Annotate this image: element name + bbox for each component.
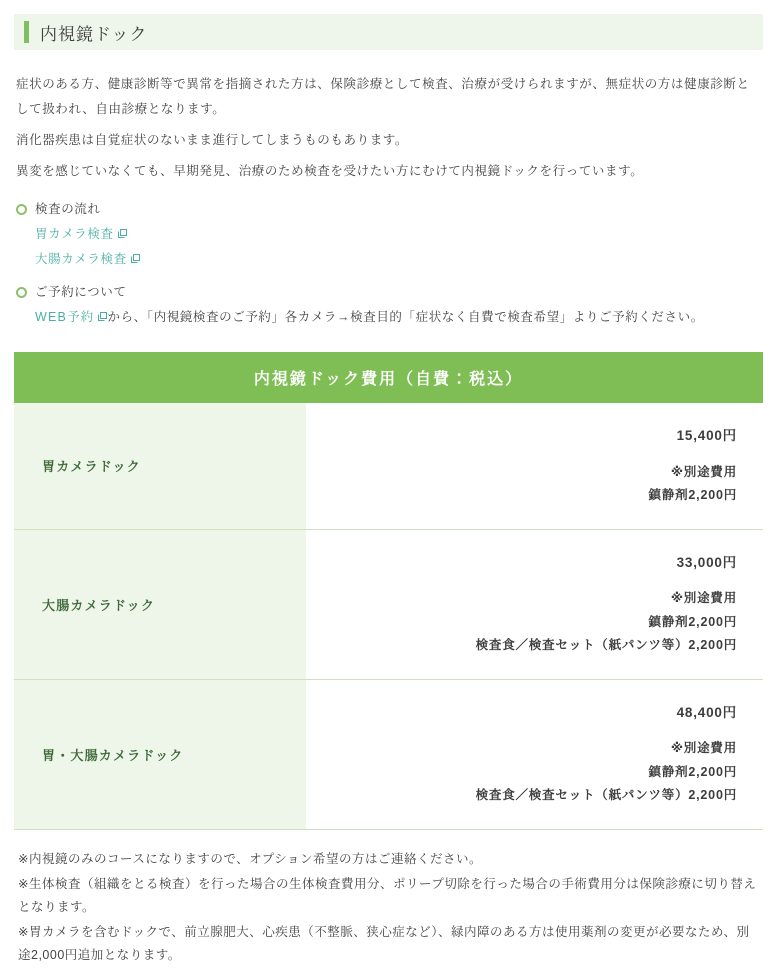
external-link-icon	[118, 229, 127, 238]
fee-name-gastro: 胃カメラドック	[14, 403, 306, 529]
footnote-item: ※胃カメラを含むドックで、前立腺肥大、心疾患（不整脈、狭心症など）、緑内障のある方は使用薬剤の変更が必要なため、別途2,000円追加となります。	[18, 925, 750, 963]
fee-table	[14, 352, 763, 830]
bullet-title: ご予約について	[35, 284, 127, 299]
fee-name-colono: 大腸カメラドック	[14, 529, 306, 679]
spacer	[318, 573, 737, 587]
reservation-row	[35, 306, 761, 329]
fee-price: 15,400円	[676, 428, 737, 443]
bullet-body	[35, 200, 761, 269]
fee-name-gastro-colono: 胃・大腸カメラドック	[14, 679, 306, 829]
fee-note: 鎮静剤2,200円	[648, 764, 737, 779]
footnote-list	[14, 848, 763, 968]
link-row-gastro	[35, 224, 761, 244]
fee-detail-gastro	[306, 403, 763, 529]
footnote-item: ※生体検査（組織をとる検査）を行った場合の生体検査費用分、ポリープ切除を行った場合の手術費用分は保険診療に切り替えとなります。	[18, 876, 757, 915]
link-gastroscopy[interactable]	[35, 227, 114, 241]
bullet-body	[35, 283, 761, 328]
accent-bar	[24, 21, 29, 43]
table-row	[14, 403, 763, 529]
bullet-item-exam-flow	[16, 200, 761, 269]
fee-detail-colono	[306, 529, 763, 679]
table-row	[14, 529, 763, 679]
link-web-reservation-label: WEB予約	[35, 309, 95, 324]
fee-note: ※別途費用	[670, 464, 737, 479]
link-row-colono	[35, 249, 761, 269]
external-link-icon	[98, 312, 107, 321]
circle-bullet-icon	[16, 204, 27, 215]
footnote-item: ※内視鏡のみのコースになりますので、オプション希望の方はご連絡ください。	[18, 851, 482, 866]
spacer	[318, 723, 737, 737]
bullet-title: 検査の流れ	[35, 202, 101, 216]
intro-paragraph-3: 異変を感じていなくても、早期発見、治療のため検査を受けたい方にむけて内視鏡ドックを行っています。	[16, 164, 644, 178]
circle-bullet-icon	[16, 287, 27, 298]
reservation-text: から、「内視鏡検査のご予約」各カメラ→検査目的「症状なく自費で検査希望」よりご予約ください。	[107, 309, 704, 324]
bullet-item-reservation	[16, 283, 761, 328]
page-title-bar	[14, 14, 763, 50]
bullet-list	[14, 200, 763, 328]
page-title: 内視鏡ドック	[40, 24, 148, 44]
spacer	[318, 447, 737, 461]
link-colonoscopy[interactable]	[35, 252, 127, 266]
intro-paragraph-1: 症状のある方、健康診断等で異常を指摘された方は、保険診療として検査、治療が受けられますが、無症状の方は健康診断として扱われ、自由診療となります。	[16, 77, 750, 116]
fee-table-caption: 内視鏡ドック費用（自費：税込）	[14, 352, 763, 403]
fee-detail-gastro-colono	[306, 679, 763, 829]
intro-paragraph-2: 消化器疾患は自覚症状のないまま進行してしまうものもあります。	[16, 133, 409, 147]
fee-note: 検査食／検査セット（紙パンツ等）2,200円	[475, 637, 737, 652]
fee-note: 鎮静剤2,200円	[648, 614, 737, 629]
fee-price: 33,000円	[676, 554, 737, 570]
fee-note: ※別途費用	[670, 741, 737, 756]
table-row	[14, 679, 763, 829]
fee-price: 48,400円	[676, 704, 737, 720]
fee-note: 検査食／検査セット（紙パンツ等）2,200円	[475, 787, 737, 802]
fee-note: 鎮静剤2,200円	[648, 487, 737, 502]
fee-note: ※別途費用	[670, 591, 737, 606]
link-web-reservation[interactable]	[35, 310, 94, 324]
link-colonoscopy-label: 大腸カメラ検査	[35, 251, 127, 266]
link-gastroscopy-label: 胃カメラ検査	[35, 226, 114, 241]
external-link-icon	[131, 254, 140, 263]
